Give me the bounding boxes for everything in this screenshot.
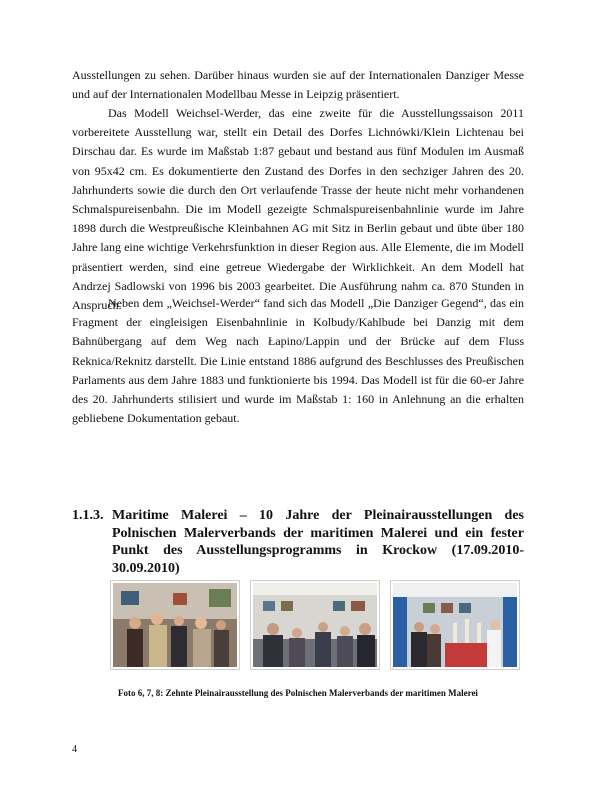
photo-exhibition-hall (251, 581, 379, 669)
photo-strip (111, 581, 519, 669)
paragraph-weichsel-werder: Das Modell Weichsel-Werder, das eine zweite für die Ausstellungssaison 2011 vorbereitete Ausstellung war, stellt ein Detail des Dorfes Lichnówki/Klein Lichtenau bei Dirschau dar. Es wurde im Maßstab 1:87 gebaut und bestand aus fünf Modulen im Ausmaß von 95x42 cm. Es dokumentierte den Zustand des Dorfes in den sechziger Jahren des 20. Jahrhunderts sowie die durch den Ort verlaufende Trasse der heute nicht mehr vorhandenen Schmalspureisenbahn. Die im Modell gezeigte Schmalspureisenbahnlinie wurde im Jahre 1898 durch die Westpreußische Kleinbahnen AG mit Sitz in Berlin gebaut und übte über 180 Jahre lang eine wichtige Verkehrsfunktion in dieser Region aus. Alle Elemente, die im Modell präsentiert werden, sind eine getreue Wiedergabe der Wirklichkeit. An dem Modell hat Andrzej Sadlowski von 1996 bis 2003 gearbeitet. Die Ausführung nahm ca. 870 Stunden in Anspruch. (72, 106, 524, 313)
photo-caption: Foto 6, 7, 8: Zehnte Pleinairausstellung des Polnischen Malerverbands der maritimen Malerei (118, 688, 478, 698)
photo-exhibition-visitors (111, 581, 239, 669)
photo-exhibition-reception (391, 581, 519, 669)
section-heading (72, 507, 524, 577)
section-title: Maritime Malerei – 10 Jahre der Pleinairausstellungen des Polnischen Malerverbands der maritimen Malerei und ein fester Punkt des Ausstellungsprogramms in Krockow (17.09.2010-30.09.2010) (112, 508, 524, 576)
section-number: 1.1.3. (72, 508, 104, 523)
paragraph-continuation: Ausstellungen zu sehen. Darüber hinaus wurden sie auf der Internationalen Danziger Messe und auf der Internationalen Modellbau Messe in Leipzig präsentiert. (72, 68, 524, 102)
page-number: 4 (72, 744, 77, 755)
paragraph-danziger-gegend: Neben dem „Weichsel-Werder“ fand sich das Modell „Die Danziger Gegend“, das ein Fragment der eingleisigen Eisenbahnlinie in Kolbudy/Kahlbude bei Danzig mit dem Bahnübergang auf dem Weg nach Łapino/Lappin und der Brücke auf dem Fluss Reknica/Reknitz darstellt. Die Linie entstand 1886 aufgrund des Beschlusses des Preußischen Parlaments aus dem Jahre 1883 und funktionierte bis 1994. Das Modell ist für die 60-er Jahre des 20. Jahrhunderts stilisiert und wurde im Maßstab 1: 160 in Anlehnung an die erhalten gebliebene Dokumentation gebaut. (72, 296, 524, 426)
